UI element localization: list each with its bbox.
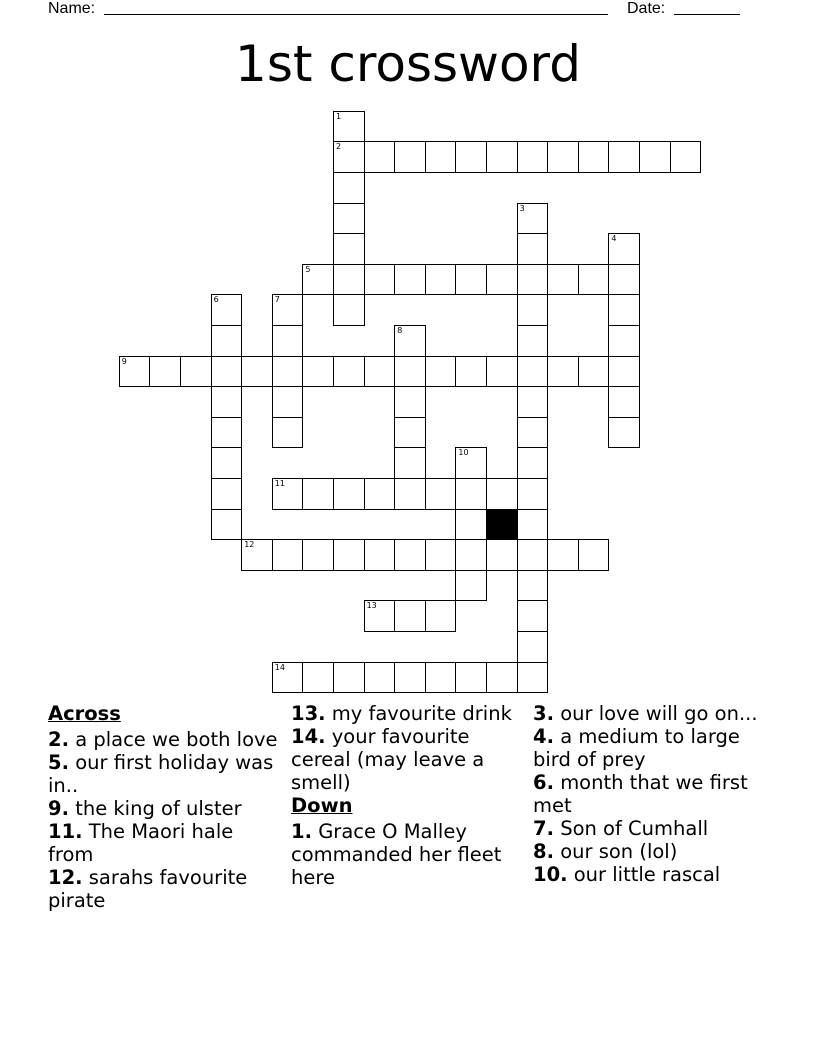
grid-cell[interactable] xyxy=(364,478,396,510)
grid-cell[interactable] xyxy=(333,111,365,143)
clue-number: 11 xyxy=(274,479,285,488)
grid-cell[interactable] xyxy=(517,600,549,632)
grid-cell[interactable] xyxy=(517,570,549,602)
grid-cell[interactable] xyxy=(517,264,549,296)
grid-cell[interactable] xyxy=(394,447,426,479)
grid-cell[interactable] xyxy=(608,325,640,357)
grid-cell[interactable] xyxy=(302,662,334,694)
grid-cell[interactable] xyxy=(639,141,671,173)
grid-cell[interactable] xyxy=(333,203,365,235)
grid-cell[interactable] xyxy=(211,356,243,388)
grid-cell[interactable] xyxy=(333,356,365,388)
grid-cell[interactable] xyxy=(333,294,365,326)
grid-cell[interactable] xyxy=(608,233,640,265)
grid-cell[interactable] xyxy=(394,662,426,694)
grid-cell[interactable] xyxy=(272,478,304,510)
grid-cell[interactable] xyxy=(394,325,426,357)
grid-cell[interactable] xyxy=(333,233,365,265)
down-clue: 8. our son (lol) xyxy=(533,840,678,863)
across-clue: 14. your favourite cereal (may leave a smell) xyxy=(291,725,485,794)
grid-cell[interactable] xyxy=(333,478,365,510)
down-clue: 4. a medium to large bird of prey xyxy=(533,725,740,771)
grid-cell[interactable] xyxy=(455,447,487,479)
clues-column-1 xyxy=(48,702,284,912)
grid-cell[interactable] xyxy=(425,539,457,571)
grid-cell[interactable] xyxy=(455,478,487,510)
grid-cell[interactable] xyxy=(486,264,518,296)
grid-cell[interactable] xyxy=(394,478,426,510)
grid-cell[interactable] xyxy=(517,233,549,265)
grid-cell[interactable] xyxy=(364,662,396,694)
grid-cell[interactable] xyxy=(517,509,549,541)
grid-cell[interactable] xyxy=(272,325,304,357)
across-clue: 11. The Maori hale from xyxy=(48,820,234,866)
grid-cell[interactable] xyxy=(211,509,243,541)
grid-cell[interactable] xyxy=(302,356,334,388)
grid-cell[interactable] xyxy=(211,417,243,449)
grid-cell[interactable] xyxy=(272,662,304,694)
grid-cell[interactable] xyxy=(517,294,549,326)
grid-cell[interactable] xyxy=(578,141,610,173)
grid-cell[interactable] xyxy=(211,325,243,357)
clue-number: 4 xyxy=(611,234,617,244)
blocked-cell xyxy=(486,509,518,541)
grid-cell[interactable] xyxy=(394,386,426,418)
clue-number: 5 xyxy=(305,264,311,274)
grid-cell[interactable] xyxy=(272,356,304,388)
grid-cell[interactable] xyxy=(425,356,457,388)
grid-cell[interactable] xyxy=(425,662,457,694)
grid-cell[interactable] xyxy=(578,539,610,571)
grid-cell[interactable] xyxy=(394,264,426,296)
grid-cell[interactable] xyxy=(333,264,365,296)
grid-cell[interactable] xyxy=(517,447,549,479)
grid-cell[interactable] xyxy=(394,417,426,449)
grid-cell[interactable] xyxy=(517,417,549,449)
grid-cell[interactable] xyxy=(333,172,365,204)
grid-cell[interactable] xyxy=(272,539,304,571)
grid-cell[interactable] xyxy=(394,356,426,388)
clue-number: 13 xyxy=(366,601,377,611)
grid-cell[interactable] xyxy=(302,539,334,571)
grid-cell[interactable] xyxy=(486,141,518,173)
across-clue: 9. the king of ulster xyxy=(48,797,242,820)
grid-cell[interactable] xyxy=(333,141,365,173)
across-clue: 13. my favourite drink xyxy=(291,702,512,725)
grid-cell[interactable] xyxy=(486,356,518,388)
grid-cell[interactable] xyxy=(517,141,549,173)
grid-cell[interactable] xyxy=(333,662,365,694)
grid-cell[interactable] xyxy=(241,539,273,571)
grid-cell[interactable] xyxy=(517,356,549,388)
grid-cell[interactable] xyxy=(547,264,579,296)
clue-number: 14 xyxy=(274,662,285,672)
grid-cell[interactable] xyxy=(425,264,457,296)
grid-cell[interactable] xyxy=(608,141,640,173)
grid-cell[interactable] xyxy=(302,478,334,510)
grid-cell[interactable] xyxy=(211,478,243,510)
grid-cell[interactable] xyxy=(455,662,487,694)
grid-cell[interactable] xyxy=(364,539,396,571)
grid-cell[interactable] xyxy=(364,600,396,632)
grid-cell[interactable] xyxy=(517,203,549,235)
across-heading: Across xyxy=(48,702,121,725)
grid-cell[interactable] xyxy=(608,356,640,388)
down-heading: Down xyxy=(291,794,353,817)
grid-cell[interactable] xyxy=(211,294,243,326)
clues-column-3 xyxy=(533,702,773,886)
grid-cell[interactable] xyxy=(180,356,212,388)
grid-cell[interactable] xyxy=(455,264,487,296)
clue-number: 6 xyxy=(213,295,219,305)
grid-cell[interactable] xyxy=(425,478,457,510)
grid-cell[interactable] xyxy=(486,662,518,694)
grid-cell[interactable] xyxy=(455,539,487,571)
down-clue: 6. month that we first met xyxy=(533,771,748,817)
down-clue: 3. our love will go on... xyxy=(533,702,758,725)
grid-cell[interactable] xyxy=(364,356,396,388)
grid-cell[interactable] xyxy=(517,662,549,694)
grid-cell[interactable] xyxy=(364,264,396,296)
clue-number: 10 xyxy=(458,448,469,458)
grid-cell[interactable] xyxy=(517,325,549,357)
date-label: Date: xyxy=(627,0,666,17)
grid-cell[interactable] xyxy=(455,356,487,388)
grid-cell[interactable] xyxy=(517,478,549,510)
clue-number: 9 xyxy=(121,356,127,366)
grid-cell[interactable] xyxy=(608,386,640,418)
grid-cell[interactable] xyxy=(455,509,487,541)
grid-cell[interactable] xyxy=(211,447,243,479)
grid-cell[interactable] xyxy=(608,264,640,296)
grid-cell[interactable] xyxy=(547,539,579,571)
grid-cell[interactable] xyxy=(302,264,334,296)
grid-cell[interactable] xyxy=(149,356,181,388)
clue-number: 12 xyxy=(244,540,255,550)
grid-cell[interactable] xyxy=(241,356,273,388)
across-clue: 5. our first holiday was in.. xyxy=(48,751,274,797)
clue-number: 1 xyxy=(336,111,342,121)
grid-cell[interactable] xyxy=(272,294,304,326)
clues-column-2 xyxy=(291,702,521,889)
grid-cell[interactable] xyxy=(272,386,304,418)
grid-cell[interactable] xyxy=(394,600,426,632)
down-clue: 7. Son of Cumhall xyxy=(533,817,709,840)
grid-cell[interactable] xyxy=(333,539,365,571)
grid-cell[interactable] xyxy=(517,631,549,663)
grid-cell[interactable] xyxy=(119,356,151,388)
across-clue: 12. sarahs favourite pirate xyxy=(48,866,248,912)
grid-cell[interactable] xyxy=(394,539,426,571)
name-label: Name: xyxy=(48,0,96,17)
grid-cell[interactable] xyxy=(608,294,640,326)
grid-cell[interactable] xyxy=(486,539,518,571)
grid-cell[interactable] xyxy=(547,356,579,388)
grid-cell[interactable] xyxy=(394,141,426,173)
grid-cell[interactable] xyxy=(486,478,518,510)
grid-cell[interactable] xyxy=(608,417,640,449)
grid-cell[interactable] xyxy=(578,356,610,388)
grid-cell[interactable] xyxy=(272,417,304,449)
clue-number: 3 xyxy=(519,203,525,213)
grid-cell[interactable] xyxy=(211,386,243,418)
grid-cell[interactable] xyxy=(455,141,487,173)
grid-cell[interactable] xyxy=(578,264,610,296)
grid-cell[interactable] xyxy=(517,539,549,571)
clue-number: 8 xyxy=(397,326,403,335)
grid-cell[interactable] xyxy=(455,570,487,602)
down-clue: 1. Grace O Malley commanded her fleet here xyxy=(291,820,502,889)
clue-number: 2 xyxy=(336,142,342,152)
page-title: 1st crossword xyxy=(235,35,581,93)
grid-cell[interactable] xyxy=(517,386,549,418)
grid-cell[interactable] xyxy=(364,141,396,173)
grid-cell[interactable] xyxy=(547,141,579,173)
grid-cell[interactable] xyxy=(425,600,457,632)
grid-cell[interactable] xyxy=(670,141,702,173)
clue-number: 7 xyxy=(274,295,280,305)
across-clue: 2. a place we both love xyxy=(48,728,278,751)
down-clue: 10. our little rascal xyxy=(533,863,721,886)
grid-cell[interactable] xyxy=(425,141,457,173)
